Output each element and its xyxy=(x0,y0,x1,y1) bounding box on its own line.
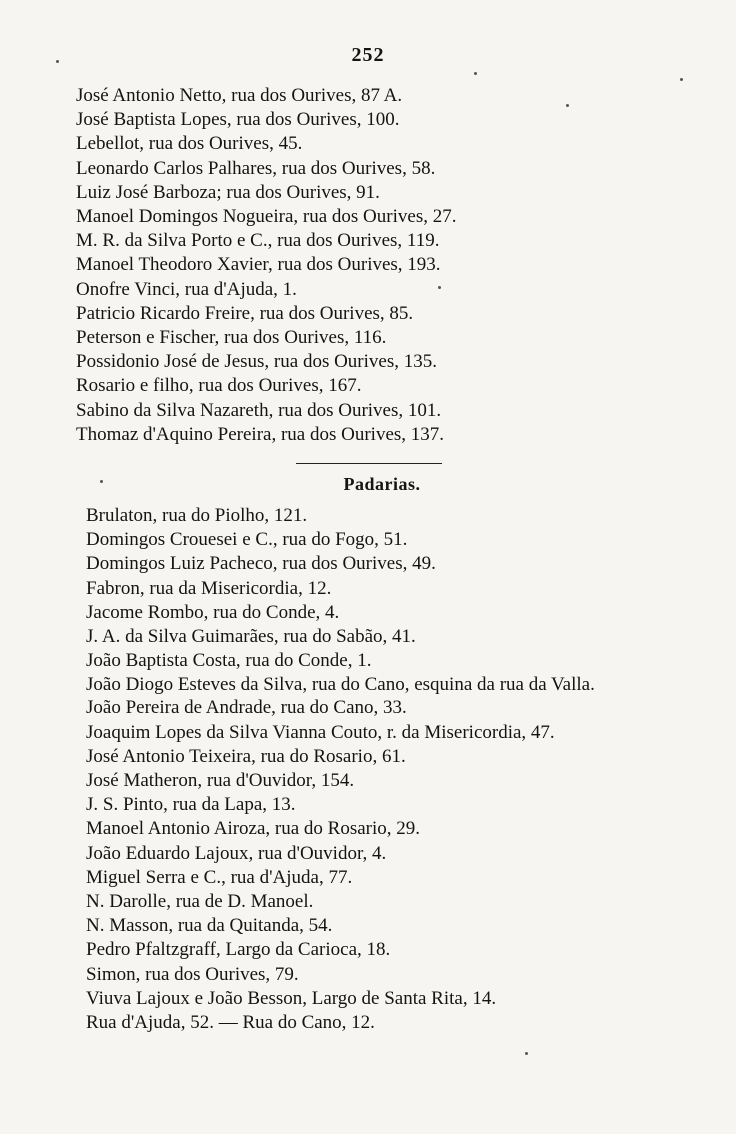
list-item: Pedro Pfaltzgraff, Largo da Carioca, 18. xyxy=(86,939,391,961)
list-item: Rua d'Ajuda, 52. — Rua do Cano, 12. xyxy=(86,1012,375,1034)
list-item: N. Darolle, rua de D. Manoel. xyxy=(86,891,314,913)
list-item: João Baptista Costa, rua do Conde, 1. xyxy=(86,650,372,672)
print-speck xyxy=(438,286,441,289)
list-item: Fabron, rua da Misericordia, 12. xyxy=(86,577,332,599)
list-item: Joaquim Lopes da Silva Vianna Couto, r. da Misericordia, 47. xyxy=(86,721,555,743)
list-item: Thomaz d'Aquino Pereira, rua dos Ourives, 137. xyxy=(76,423,445,445)
list-item: M. R. da Silva Porto e C., rua dos Ourives, 119. xyxy=(76,230,440,252)
list-item: José Baptista Lopes, rua dos Ourives, 100. xyxy=(76,109,400,131)
list-item: Peterson e Fischer, rua dos Ourives, 116. xyxy=(76,327,387,349)
print-speck xyxy=(566,104,569,107)
list-item: Onofre Vinci, rua d'Ajuda, 1. xyxy=(76,278,297,300)
list-item: Rosario e filho, rua dos Ourives, 167. xyxy=(76,375,362,397)
list-item: Sabino da Silva Nazareth, rua dos Ourives, 101. xyxy=(76,399,442,421)
list-item: Manoel Antonio Airoza, rua do Rosario, 29. xyxy=(86,818,421,840)
list-item: José Antonio Netto, rua dos Ourives, 87 A. xyxy=(76,85,403,106)
list-item: J. S. Pinto, rua da Lapa, 13. xyxy=(86,794,296,816)
list-item: José Antonio Teixeira, rua do Rosario, 61. xyxy=(86,745,406,767)
list-item: José Matheron, rua d'Ouvidor, 154. xyxy=(86,770,355,792)
list-item: Manoel Domingos Nogueira, rua dos Ourives, 27. xyxy=(76,206,457,228)
list-item: João Diogo Esteves da Silva, rua do Cano, esquina da rua da Valla. xyxy=(86,674,595,696)
list-item: J. A. da Silva Guimarães, rua do Sabão, 41. xyxy=(86,626,416,648)
list-item: Patricio Ricardo Freire, rua dos Ourives, 85. xyxy=(76,302,414,324)
list-item: Domingos Crouesei e C., rua do Fogo, 51. xyxy=(86,529,408,551)
list-item: Jacome Rombo, rua do Conde, 4. xyxy=(86,601,340,623)
print-speck xyxy=(100,480,103,483)
list-item: Simon, rua dos Ourives, 79. xyxy=(86,963,299,985)
list-item: Possidonio José de Jesus, rua dos Ourives, 135. xyxy=(76,351,437,373)
list-item: Luiz José Barboza; rua dos Ourives, 91. xyxy=(76,181,380,203)
print-speck xyxy=(56,60,59,63)
page-number: 252 xyxy=(351,44,385,66)
list-item: Lebellot, rua dos Ourives, 45. xyxy=(76,133,303,155)
list-item: Manoel Theodoro Xavier, rua dos Ourives, 193. xyxy=(76,254,441,276)
print-speck xyxy=(474,72,477,75)
padarias-list xyxy=(86,504,686,1035)
list-item: Brulaton, rua do Piolho, 121. xyxy=(86,505,308,526)
list-item: Domingos Luiz Pacheco, rua dos Ourives, 49. xyxy=(86,553,436,575)
list-item: João Pereira de Andrade, rua do Cano, 33. xyxy=(86,697,407,719)
print-speck xyxy=(680,78,683,81)
print-speck xyxy=(525,1052,528,1055)
list-item: N. Masson, rua da Quitanda, 54. xyxy=(86,915,333,937)
list-item: João Eduardo Lajoux, rua d'Ouvidor, 4. xyxy=(86,842,387,864)
section-divider xyxy=(296,463,442,464)
ourives-list xyxy=(76,84,696,447)
list-item: Leonardo Carlos Palhares, rua dos Ourives, 58. xyxy=(76,157,436,179)
list-item: Viuva Lajoux e João Besson, Largo de Santa Rita, 14. xyxy=(86,987,497,1009)
section-title: Padarias. xyxy=(343,474,421,494)
list-item: Miguel Serra e C., rua d'Ajuda, 77. xyxy=(86,866,353,888)
